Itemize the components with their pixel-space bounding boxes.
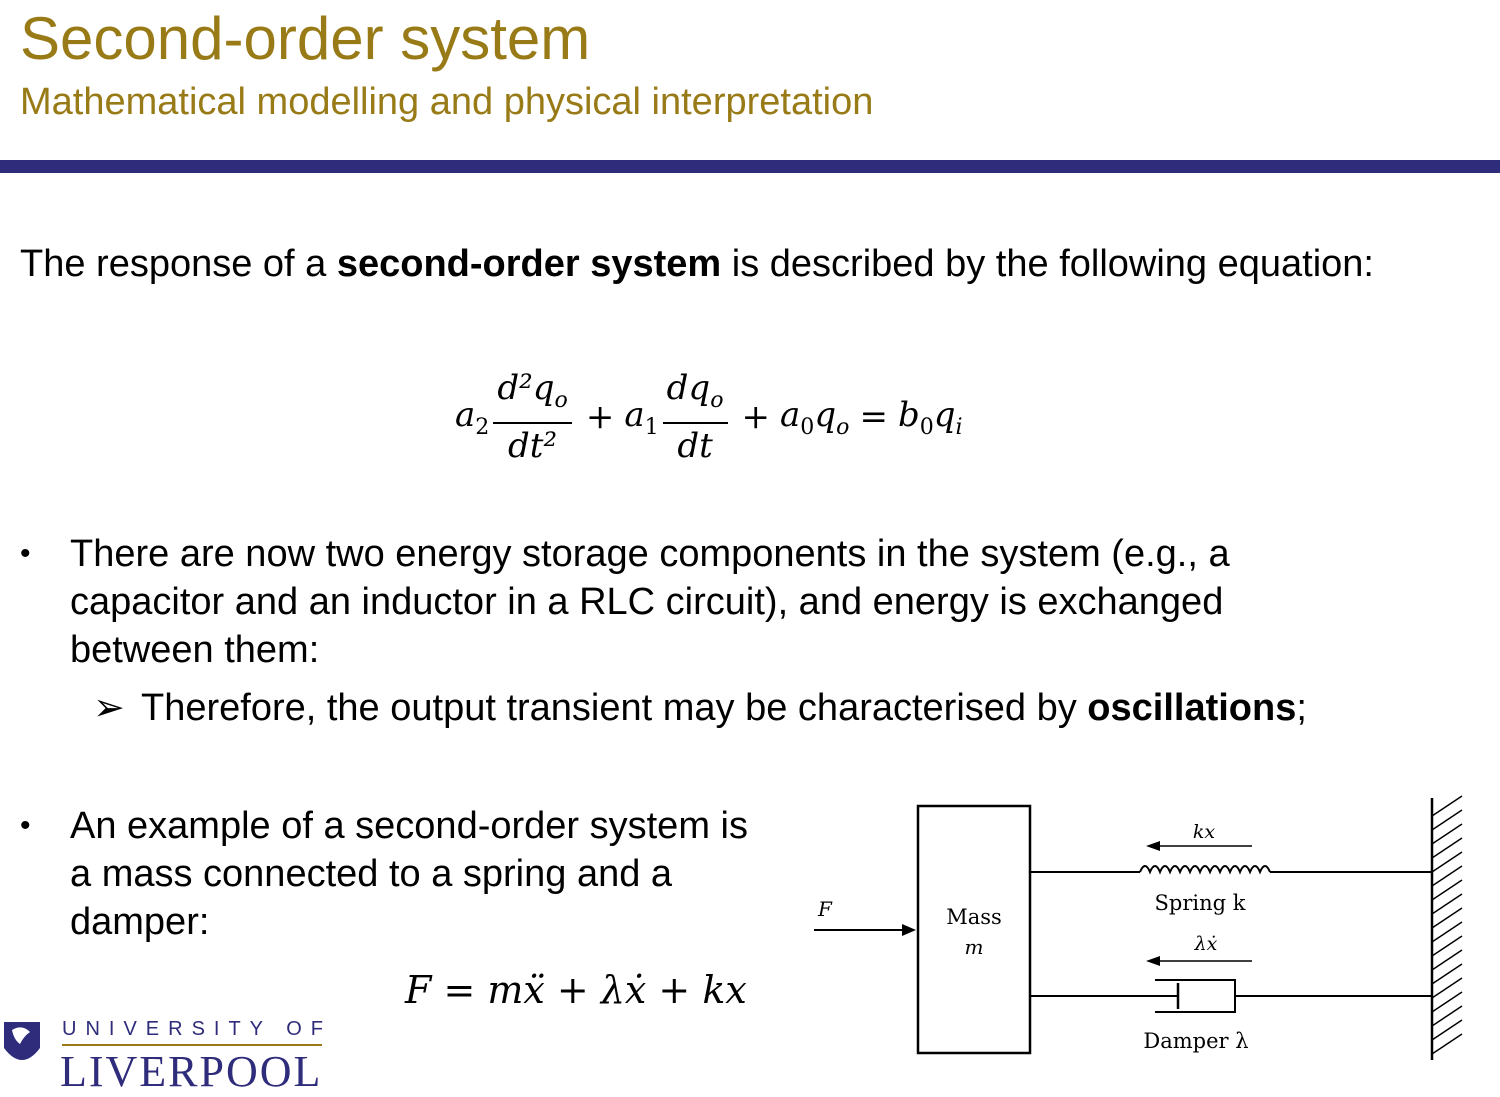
arrow-bullet-icon: ➢ (93, 687, 125, 729)
intro-paragraph (20, 240, 1420, 288)
damper-force-arrow-head (1146, 956, 1160, 966)
eq-equals: = (859, 397, 888, 437)
spring-force-label: kx (1192, 821, 1216, 843)
header-rule (0, 160, 1500, 173)
intro-text: The response of a (20, 243, 337, 285)
wall-hatching (1432, 796, 1462, 1054)
slide-subtitle: Mathematical modelling and physical interpretation (20, 81, 874, 123)
slide-title: Second-order system (20, 5, 591, 72)
spring-label: Spring k (1154, 891, 1246, 915)
second-order-equation (455, 362, 963, 472)
bullet-energy-text: There are now two energy storage components in the system (e.g., a capacitor and an inductor in a RLC circuit), and energy is exchanged between them: (70, 533, 1230, 671)
eq-a0q0: $a_0q_o$ (780, 394, 850, 440)
spring-force-arrow-head (1146, 841, 1160, 851)
crest-icon (0, 1014, 44, 1073)
logo-university-of: UNIVERSITY OF (62, 1018, 332, 1040)
eq-a2: $a_2$ (455, 394, 490, 440)
bullet-dot: • (20, 537, 31, 570)
damper-force-label: λẋ (1194, 933, 1218, 955)
force-equation: F = mẍ + λẋ + kx (405, 968, 747, 1012)
eq-plus: + (585, 397, 615, 437)
mass-symbol: m (964, 935, 984, 959)
eq-frac-first-derivative: $\frac{dq_o}{dt}$ (663, 366, 728, 468)
bullet-dot: • (20, 809, 31, 842)
mass-label: Mass (946, 905, 1002, 929)
mass-spring-damper-diagram (800, 790, 1480, 1069)
sub-bullet-bold: oscillations (1087, 687, 1297, 729)
bullet-example-text: An example of a second-order system is a mass connected to a spring and a damper: (70, 805, 748, 943)
eq-a1: $a_1$ (624, 394, 659, 440)
intro-bold: second-order system (336, 243, 722, 285)
logo-liverpool: LIVERPOOL (60, 1047, 323, 1096)
mass-block (918, 806, 1030, 1053)
sub-bullet-text: Therefore, the output transient may be characterised by (141, 687, 1088, 729)
spring-coil (1140, 866, 1270, 872)
eq-plus-2: + (741, 397, 771, 437)
eq-rhs: $b_0q_i$ (897, 394, 963, 440)
sub-bullet-oscillations (93, 684, 1307, 732)
force-arrow-head (902, 924, 916, 936)
university-logo (0, 1010, 340, 1096)
eq-frac-second-derivative: $\frac{d^2q_o}{\text{dt²}}$ (493, 366, 571, 468)
damper-label: Damper λ (1143, 1029, 1249, 1053)
intro-text-end: is described by the following equation: (721, 243, 1374, 285)
force-label: F (818, 897, 832, 921)
sub-bullet-suffix: ; (1296, 687, 1307, 729)
